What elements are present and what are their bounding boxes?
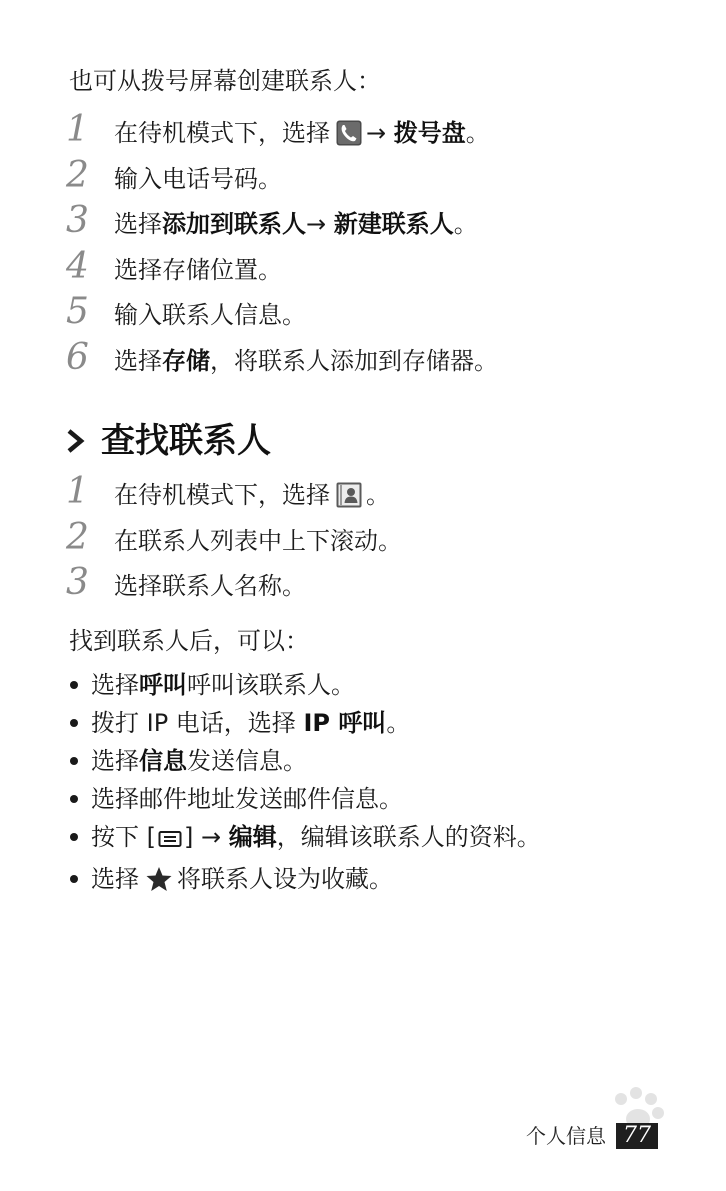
step-text: 在联系人列表中上下滚动。 (114, 527, 402, 555)
bullet-text-bold: 呼叫 (139, 671, 187, 699)
step-text: 输入电话号码。 (114, 165, 282, 193)
page-number-badge: 77 (616, 1123, 658, 1149)
bullet-text-post: 发送信息。 (187, 747, 307, 775)
step-text (114, 345, 498, 377)
contacts-icon (336, 482, 362, 516)
step-text-pre: 选择 (114, 210, 162, 238)
bullet-text-mid: ] → (184, 823, 229, 851)
arrow-glyph: → (306, 210, 327, 238)
chevron-right-icon (67, 428, 85, 454)
bullet-text-post: ，编辑该联系人的资料。 (276, 823, 541, 851)
bullet-text-pre: 按下 [ (91, 823, 156, 851)
step-text-bold: 添加到联系人 (162, 210, 306, 238)
bullet-item (67, 820, 707, 854)
step-number: 3 (66, 200, 89, 241)
bullet-text-pre: 选择 (91, 671, 139, 699)
bullet-text-bold: IP 呼叫 (303, 709, 387, 737)
step-b-1 (66, 471, 706, 516)
step-text-post: ，将联系人添加到存储器。 (210, 347, 498, 375)
bullet-text (91, 820, 541, 858)
bullet-item (67, 862, 707, 896)
step-b-3 (66, 562, 706, 607)
step-text-post: 。 (366, 481, 390, 509)
bullet-text-post: 呼叫该联系人。 (187, 671, 355, 699)
step-number: 6 (66, 337, 89, 378)
step-text-bold: 新建联系人 (333, 210, 454, 238)
page-footer (526, 1120, 658, 1152)
bullet-item (67, 782, 707, 816)
bullet-text (91, 668, 355, 702)
step-number: 4 (66, 246, 89, 287)
step-a-3 (66, 200, 706, 245)
bullet-text-post: 将联系人设为收藏。 (177, 865, 393, 893)
after-intro-text: 找到联系人后，可以： (69, 627, 309, 655)
bullet-dot (70, 875, 78, 883)
bullet-dot (70, 681, 78, 689)
bullet-text: 选择邮件地址发送邮件信息。 (91, 785, 403, 813)
bullet-text-pre: 选择 (91, 865, 139, 893)
step-text (114, 479, 390, 516)
step-number: 1 (66, 471, 89, 512)
step-a-5 (66, 291, 706, 336)
step-text: 输入联系人信息。 (114, 301, 306, 329)
bullet-text (91, 862, 393, 901)
step-a-4 (66, 246, 706, 291)
step-text-bold: 拨号盘 (393, 119, 466, 147)
bullet-text-bold: 编辑 (228, 823, 277, 851)
step-a-1 (66, 109, 706, 154)
step-number: 3 (66, 562, 89, 603)
bullet-dot (70, 833, 78, 841)
phone-icon (336, 120, 362, 154)
step-text-bold: 存储 (162, 347, 210, 375)
intro-text: 也可从拨号屏幕创建联系人： (69, 67, 381, 95)
step-b-2 (66, 517, 706, 562)
section-heading (67, 418, 271, 464)
bullet-text-pre: 选择 (91, 747, 139, 775)
bullet-text-pre: 拨打 IP 电话，选择 (91, 709, 304, 737)
bullet-item (67, 668, 707, 702)
step-text-pre: 在待机模式下，选择 (114, 119, 330, 147)
step-text-pre: 在待机模式下，选择 (114, 481, 330, 509)
bullet-item (67, 744, 707, 778)
arrow-glyph: → (366, 119, 387, 147)
step-text (114, 117, 490, 154)
step-text (114, 208, 478, 240)
step-text-post: 。 (465, 119, 490, 147)
step-number: 5 (66, 291, 89, 332)
step-number: 1 (66, 109, 89, 150)
footer-section-label: 个人信息 (526, 1124, 606, 1148)
step-text: 选择存储位置。 (114, 256, 282, 284)
step-text: 选择联系人名称。 (114, 572, 306, 600)
bullet-text (91, 744, 307, 778)
step-a-2 (66, 155, 706, 200)
menu-key-icon (158, 824, 182, 858)
bullet-text-bold: 信息 (139, 747, 187, 775)
star-icon (145, 866, 173, 901)
bullet-text-post: 。 (386, 709, 411, 737)
section-title: 查找联系人 (101, 421, 271, 461)
step-text-post: 。 (453, 210, 478, 238)
step-number: 2 (66, 517, 89, 558)
step-number: 2 (66, 155, 89, 196)
bullet-dot (70, 795, 78, 803)
bullet-text (91, 706, 410, 740)
step-text-pre: 选择 (114, 347, 162, 375)
bullet-dot (70, 719, 78, 727)
bullet-item (67, 706, 707, 740)
step-a-6 (66, 337, 706, 382)
bullet-dot (70, 757, 78, 765)
